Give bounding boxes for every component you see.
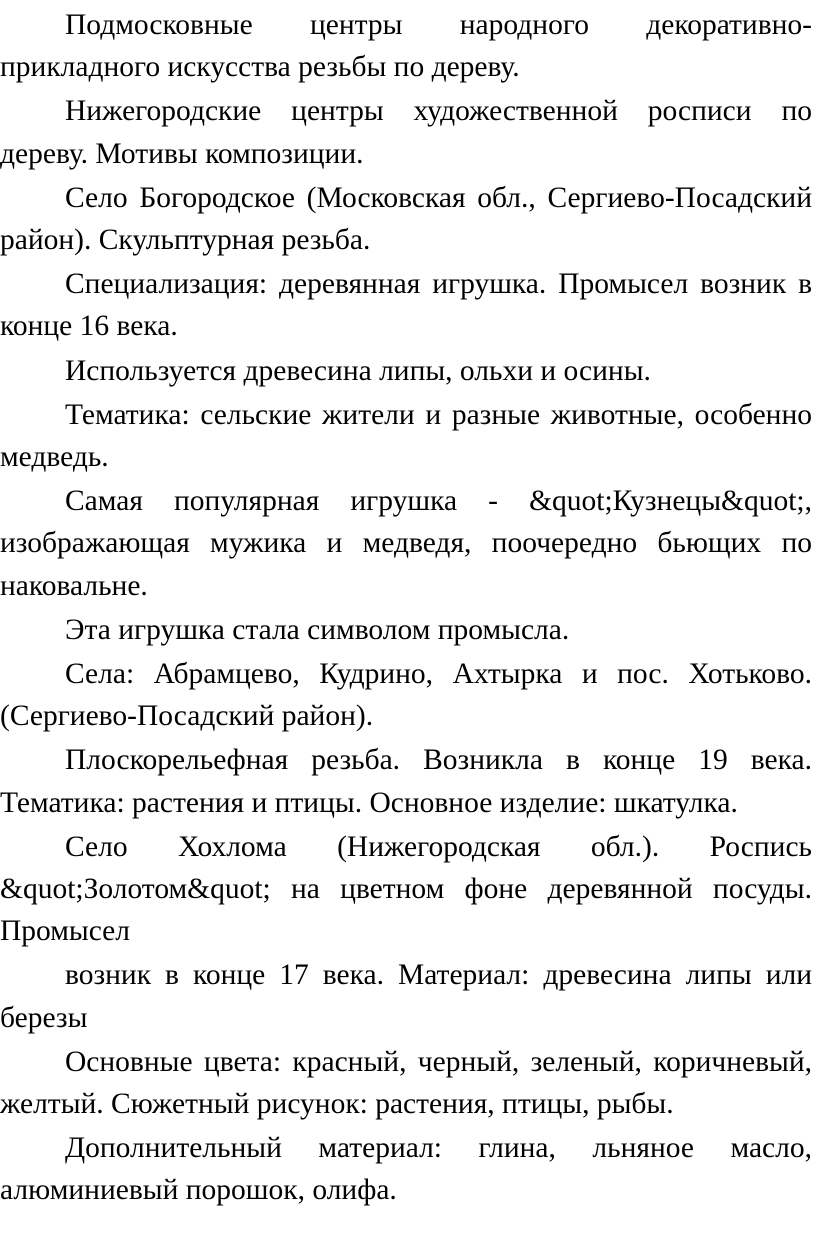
paragraph-6: Тематика: сельские жители и разные животные, особенно медведь. [0, 398, 812, 474]
paragraph-1: Подмосковные центры народного декоративно-прикладного искусства резьбы по дереву. [0, 9, 812, 84]
paragraph-11: Село Хохлома (Нижегородская обл.). Роспись &quot;Золотом&quot; на цветном фоне деревянной посуды. Промысел [0, 830, 812, 948]
paragraph-10: Плоскорельефная резьба. Возникла в конце 19 века. Тематика: растения и птицы. Основное изделие: шкатулка. [0, 744, 812, 819]
paragraph-14: Дополнительный материал: глина, льняное масло, алюминиевый порошок, олифа. [0, 1132, 812, 1207]
paragraph-8: Эта игрушка стала символом промысла. [65, 613, 570, 646]
paragraph-5: Используется древесина липы, ольхи и осины. [65, 354, 651, 387]
paragraph-4: Специализация: деревянная игрушка. Промысел возник в конце 16 века. [0, 268, 812, 343]
paragraph-13: Основные цвета: красный, черный, зеленый, коричневый, желтый. Сюжетный рисунок: растения, птицы, рыбы. [0, 1045, 812, 1121]
paragraph-7: Самая популярная игрушка - &quot;Кузнецы&quot;, изображающая мужика и медведя, поочередно бьющих по наковальне. [0, 485, 812, 602]
paragraph-12: возник в конце 17 века. Материал: древесина липы или березы [0, 959, 812, 1034]
paragraph-2: Нижегородские центры художественной росписи по дереву. Мотивы композиции. [0, 95, 812, 170]
paragraph-9: Села: Абрамцево, Кудрино, Ахтырка и пос. Хотьково.(Сергиево-Посадский район). [0, 658, 812, 733]
paragraph-3: Село Богородское (Московская обл., Сергиево-Посадский район). Скульптурная резьба. [0, 181, 812, 257]
